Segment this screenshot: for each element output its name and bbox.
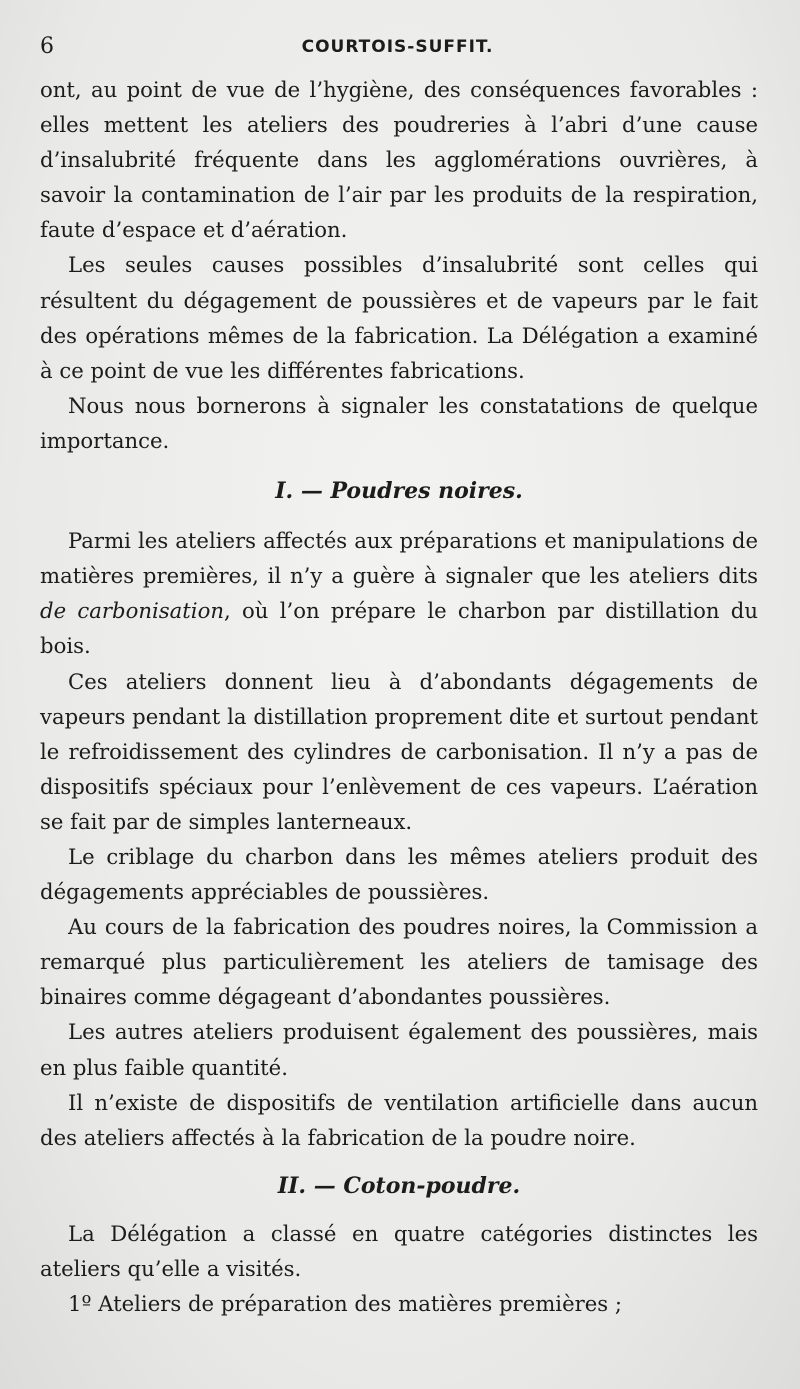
paragraph: Le criblage du charbon dans les mêmes ateliers produit des dégagements appréciables de poussières. [40,843,758,905]
paragraph: La Délégation a classé en quatre catégories distinctes les ateliers qu’elle a visités. [40,1220,758,1281]
emphasis-text: de carbonisation [40,598,224,624]
paragraph: Il n’existe de dispositifs de ventilation artificielle dans aucun des ateliers affectés à la fabrication de la poudre noire. [40,1089,758,1150]
running-title: COURTOIS-SUFFIT. [301,37,494,57]
paragraph: Les seules causes possibles d’insalubrité sont celles qui résultent du dégagement de poussières et de vapeurs par le fait des opérations mêmes de la fabrication. La Délégation a examiné à ce point de vue les différentes fabrications. [40,252,758,383]
page-number: 6 [40,34,54,59]
paragraph-text: Parmi les ateliers affectés aux préparations et manipulations de matières premières, il n’y a guère à signaler que les ateliers dits [40,528,758,589]
page-header [40,34,755,62]
paragraph-text: , où l’on prépare le charbon par distillation du bois. [40,598,758,659]
paragraph: Nous nous bornerons à signaler les constatations de quelque importance. [40,392,758,453]
section-heading-poudres-noires: I. — Poudres noires. [275,478,523,505]
paragraph-continued: ont, au point de vue de l’hygiène, des conséquences favorables : elles mettent les ateliers des poudreries à l’abri d’une cause d’insalubrité fréquente dans les agglomérations ouvrières, à savoir la contamination de l’air par les produits de la respiration, faute d’espace et d’aération. [40,77,758,243]
paragraph: Les autres ateliers produisent également des poussières, mais en plus faible quantité. [40,1019,758,1080]
paragraph: Au cours de la fabrication des poudres noires, la Commission a remarqué plus particulièrement les ateliers de tamisage des binaires comme dégageant d’abondantes poussières. [40,914,758,1010]
section-heading-coton-poudre: II. — Coton-poudre. [277,1172,521,1199]
paragraph: Ces ateliers donnent lieu à d’abondants dégagements de vapeurs pendant la distillation proprement dite et surtout pendant le refroidissement des cylindres de carbonisation. Il n’y a pas de dispositifs spéciaux pour l’enlèvement de ces vapeurs. L’aération se fait par de simples lanterneaux. [40,668,758,834]
body-text [40,72,758,1321]
paragraph [40,523,758,663]
list-item: 1º Ateliers de préparation des matières premières ; [68,1291,623,1317]
